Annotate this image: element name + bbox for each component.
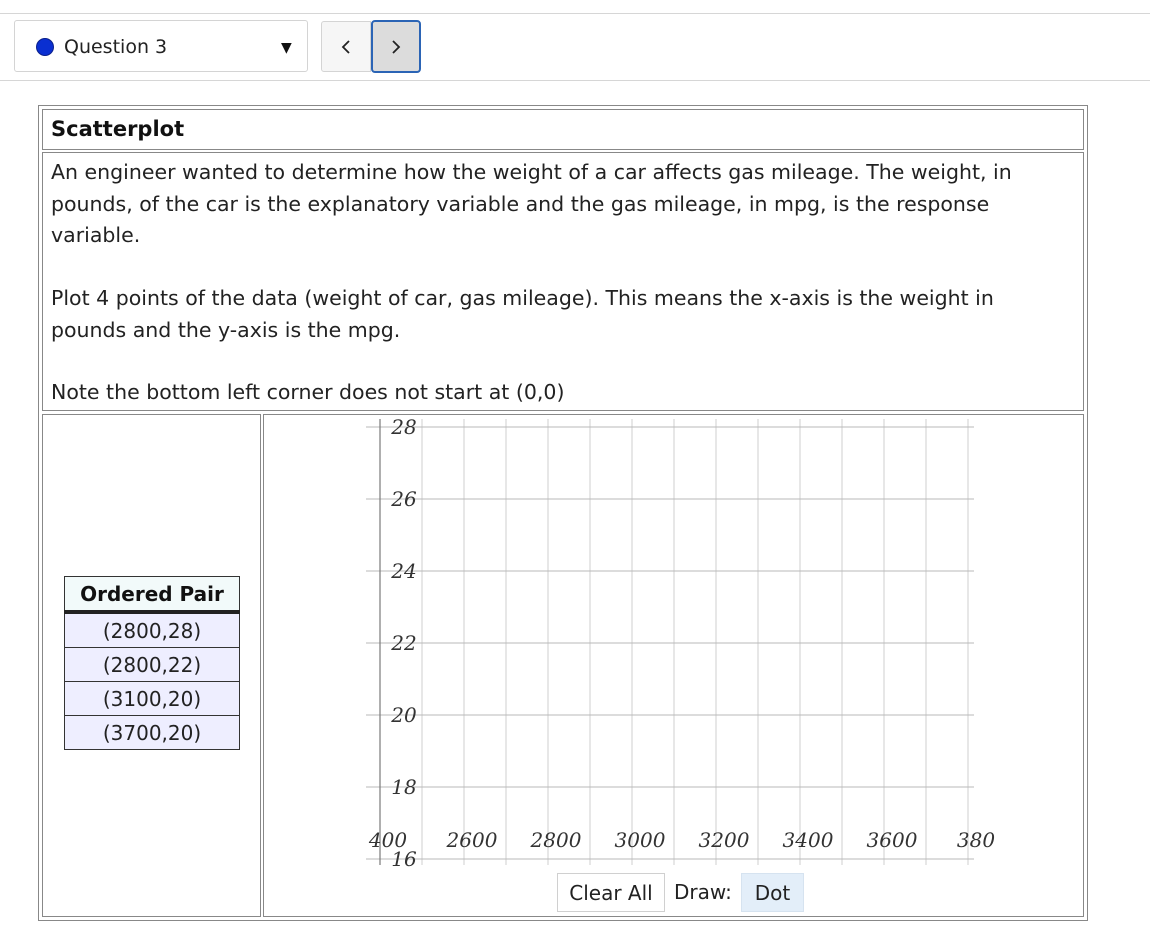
question-select-label: Question 3 — [64, 36, 168, 58]
problem-paragraph-1: An engineer wanted to determine how the weight of a car affects gas mileage. The weight, in pounds, of the car is the explanatory variable and the gas mileage, in mpg, is the response variable. — [51, 160, 1012, 247]
problem-paragraph-3: Note the bottom left corner does not start at (0,0) — [51, 380, 565, 404]
table-row: (2800,28) — [65, 612, 240, 648]
x-tick-label: 2600 — [446, 828, 498, 852]
draw-dot-button[interactable]: Dot — [741, 873, 804, 912]
y-tick-label: 20 — [391, 703, 417, 727]
y-tick-label: 28 — [391, 415, 417, 439]
y-tick-label: 24 — [391, 559, 417, 583]
x-tick-label: 3400 — [782, 828, 834, 852]
y-tick-label: 26 — [391, 487, 417, 511]
y-tick-label: 22 — [391, 631, 417, 655]
x-tick-label: 3200 — [698, 828, 750, 852]
x-tick-label: 3000 — [614, 828, 666, 852]
x-tick-label: 400 — [368, 828, 408, 852]
table-header: Ordered Pair — [65, 577, 240, 613]
problem-title: Scatterplot — [51, 117, 185, 141]
problem-paragraph-2: Plot 4 points of the data (weight of car, gas mileage). This means the x-axis is the weight in pounds and the y-axis is the mpg. — [51, 286, 994, 342]
table-row: (3100,20) — [65, 682, 240, 716]
y-tick-label: 16 — [391, 847, 417, 871]
table-row: (3700,20) — [65, 716, 240, 750]
x-tick-label: 380 — [956, 828, 996, 852]
y-tick-label: 18 — [391, 775, 417, 799]
x-tick-label: 2800 — [530, 828, 582, 852]
x-tick-label: 3600 — [866, 828, 918, 852]
table-row: (2800,22) — [65, 648, 240, 682]
clear-all-button[interactable]: Clear All — [557, 873, 665, 912]
draw-mode-label: Draw: — [674, 880, 732, 904]
dropdown-caret-icon: ▼ — [281, 40, 292, 56]
